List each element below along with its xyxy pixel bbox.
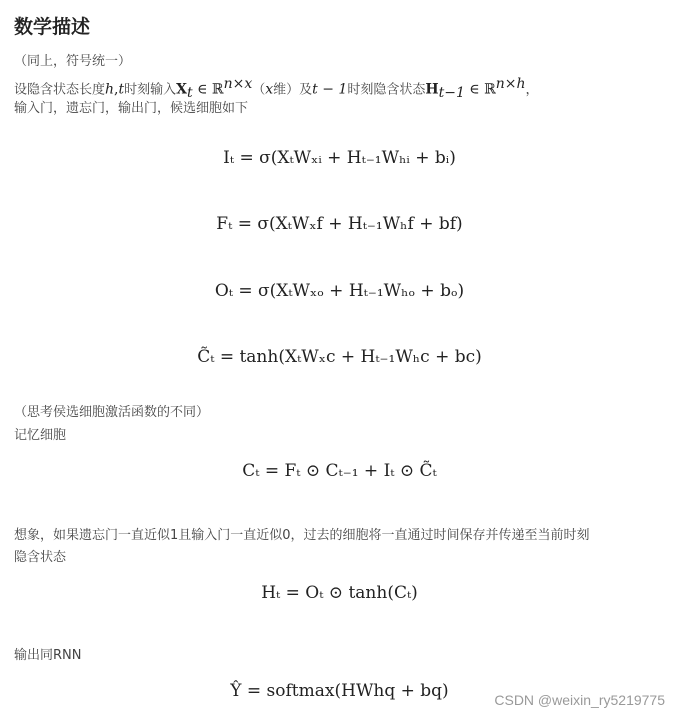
memory-cell-formula: Cₜ = Fₜ ⊙ Cₜ₋₁ + Iₜ ⊙ C̃ₜ (242, 461, 437, 481)
forget-gate-formula: Fₜ = σ(XₜWₓf + Hₜ₋₁Wₕf + bf) (216, 214, 463, 234)
setup-line: 设隐含状态长度h,t时刻输入$X_t$ ∈ ℝ$^{n\times x}$（x维）及t − 1时刻隐含状态$H_{t-1}$ ∈ ℝ$^{n\times h}$， (14, 76, 539, 101)
output-gate-formula: Oₜ = σ(XₜWₓₒ + Hₜ₋₁Wₕₒ + bₒ) (214, 281, 465, 301)
candidate-cell-formula: C̃ₜ = tanh(XₜWₓc + Hₜ₋₁Wₕc + bc) (197, 347, 482, 367)
section-title: 数学描述 (14, 16, 91, 38)
input-gate-formula: Iₜ = σ(XₜWₓᵢ + Hₜ₋₁Wₕᵢ + bᵢ) (223, 148, 456, 168)
intro-note: （同上，符号统一） (14, 54, 132, 69)
hidden-state-formula: Hₜ = Oₜ ⊙ tanh(Cₜ) (261, 583, 418, 603)
output-formula: Ŷ = softmax(HWhq + bq) (230, 681, 449, 701)
activation-note: （思考侯选细胞激活函数的不同） (14, 405, 210, 420)
explanation-line-2: 隐含状态 (14, 550, 67, 565)
csdn-watermark: CSDN @weixin_ry5219775 (494, 692, 665, 708)
output-label: 输出同RNN (14, 648, 82, 663)
gates-intro: 输入门，遗忘门，输出门，候选细胞如下 (14, 101, 249, 116)
memory-cell-label: 记忆细胞 (14, 428, 67, 443)
explanation-line-1: 想象，如果遗忘门一直近似1且输入门一直近似0，过去的细胞将一直通过时间保存并传递至当前时刻 (14, 528, 590, 543)
